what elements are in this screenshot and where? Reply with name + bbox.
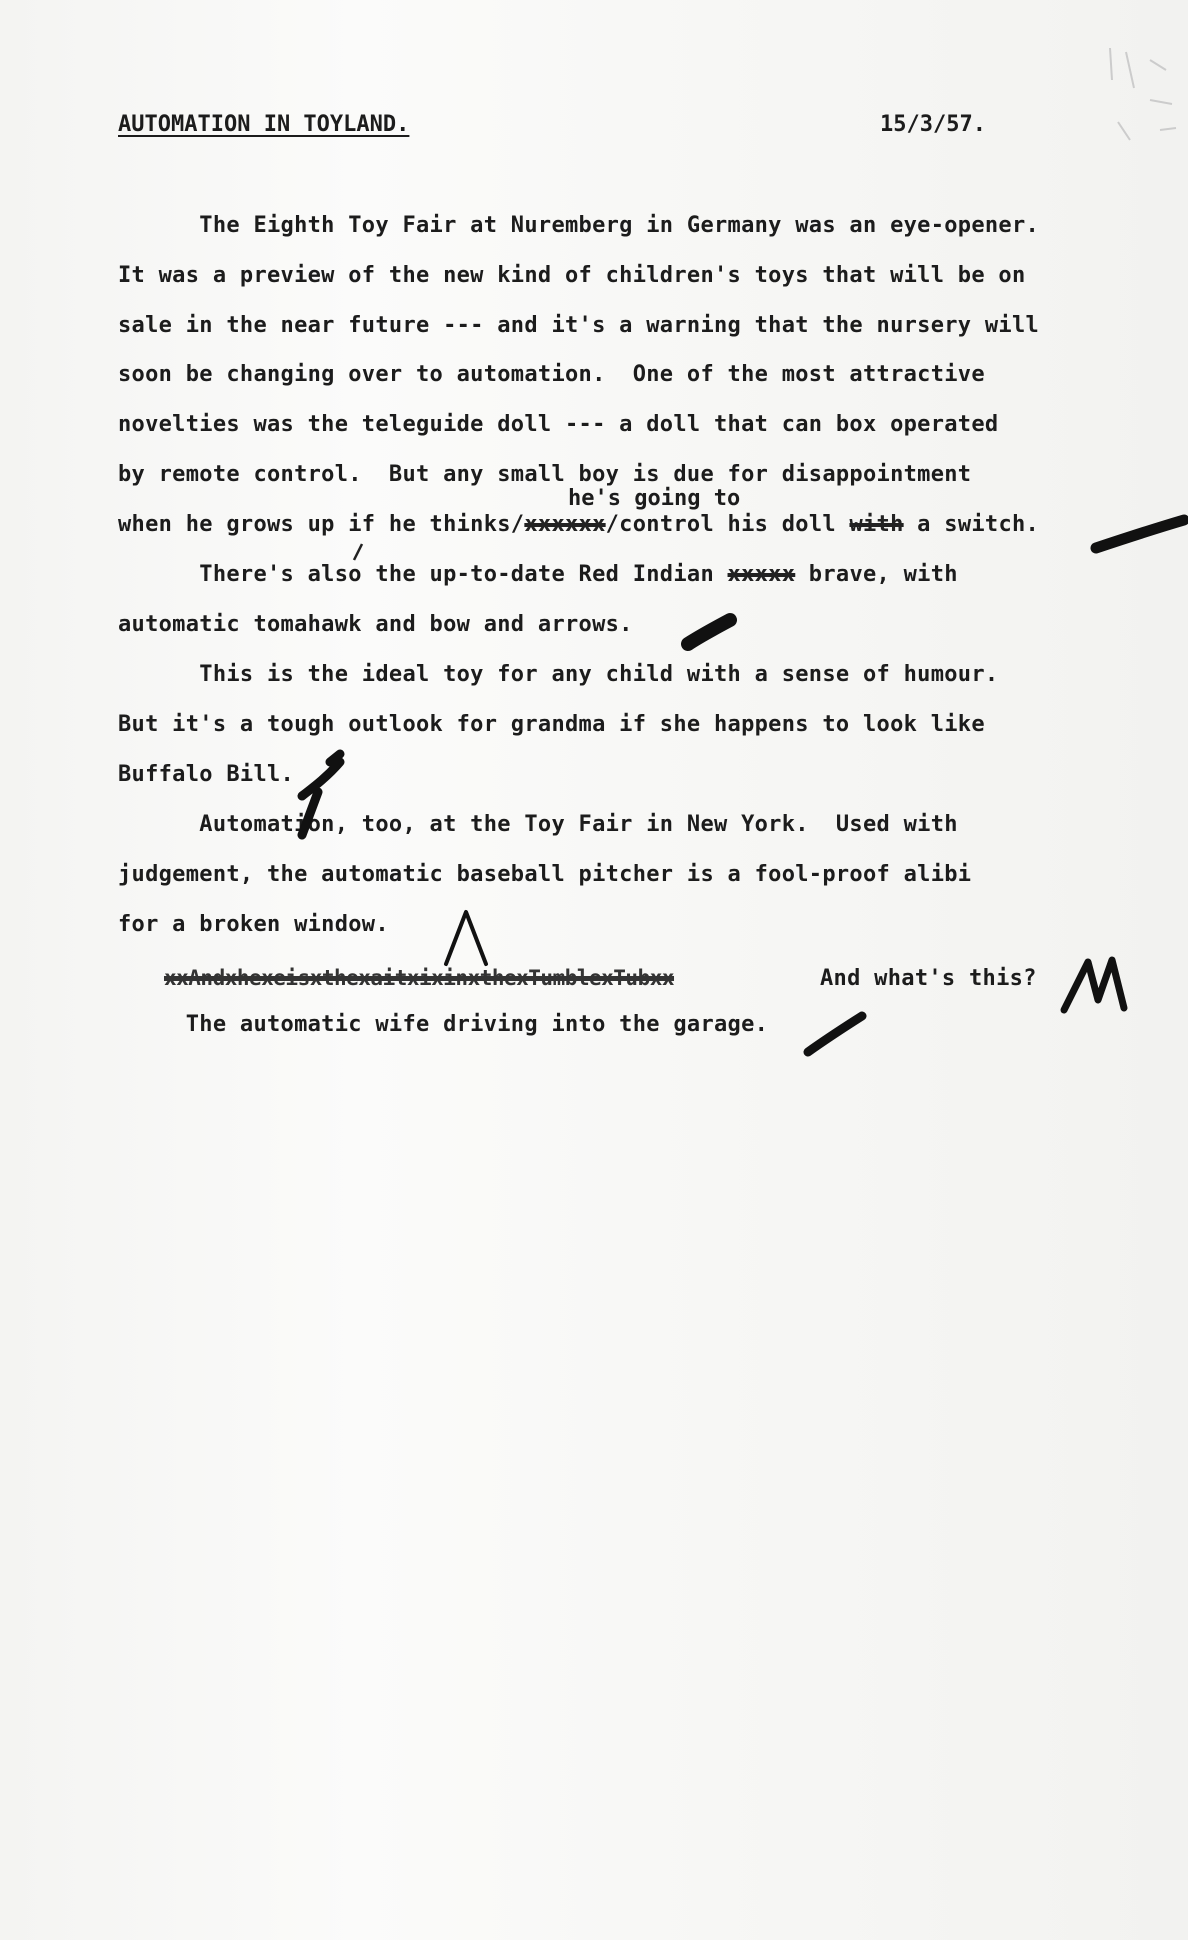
text-line-14: judgement, the automatic baseball pitcher is a fool-proof alibi — [118, 862, 972, 887]
interlinear-insert: he's going to — [568, 486, 741, 511]
pencil-marks — [1110, 48, 1176, 140]
text-line-7 — [118, 514, 1039, 536]
struck-word-3: xxxxx — [727, 562, 796, 587]
text-line-9: automatic tomahawk and bow and arrows. — [118, 612, 633, 637]
pen-stroke-arrows — [688, 620, 730, 644]
document-date: 15/3/57. — [880, 112, 986, 137]
text-line-6: by remote control. But any small boy is due for disappointment — [118, 462, 972, 487]
text-line-16: The automatic wife driving into the garage. — [118, 1012, 769, 1037]
text-line-7-start: when he grows up if he thinks/ — [118, 512, 525, 537]
text-line-13: Automation, too, at the Toy Fair in New York. Used with — [118, 812, 958, 837]
text-line-question: And what's this? — [820, 966, 1037, 991]
text-line-11: But it's a tough outlook for grandma if she happens to look like — [118, 712, 985, 737]
text-line-8-end: brave, with — [795, 562, 958, 587]
text-line-3: sale in the near future --- and it's a warning that the nursery will — [118, 313, 1040, 338]
text-line-12: Buffalo Bill. — [118, 762, 295, 787]
struck-word: xxxxxx — [524, 512, 606, 537]
pen-stroke-switch — [1096, 520, 1184, 548]
text-line-7-middle: /control his doll — [605, 512, 850, 537]
text-line-4: soon be changing over to automation. One of the most attractive — [118, 362, 985, 387]
caret-mark — [446, 912, 486, 964]
pen-stroke-garage — [808, 1016, 862, 1052]
text-line-7-end: a switch. — [903, 512, 1040, 537]
text-line-1: The Eighth Toy Fair at Nuremberg in Germany was an eye-opener. — [118, 213, 1040, 238]
text-line-8 — [118, 564, 958, 586]
text-line-5: novelties was the teleguide doll --- a doll that can box operated — [118, 412, 999, 437]
struck-out-line: xxAndxhexeisxthexaitxixinxthexTumblexTubxx — [164, 966, 675, 990]
struck-word-2: with — [849, 512, 904, 537]
margin-m-mark — [1064, 960, 1124, 1010]
text-line-8-start: There's also the up-to-date Red Indian — [118, 562, 728, 587]
insertion-slash-mark — [354, 544, 362, 560]
text-line-2: It was a preview of the new kind of children's toys that will be on — [118, 263, 1026, 288]
text-line-15: for a broken window. — [118, 912, 389, 937]
document-title: AUTOMATION IN TOYLAND. — [118, 112, 410, 137]
text-line-10: This is the ideal toy for any child with a sense of humour. — [118, 662, 999, 687]
